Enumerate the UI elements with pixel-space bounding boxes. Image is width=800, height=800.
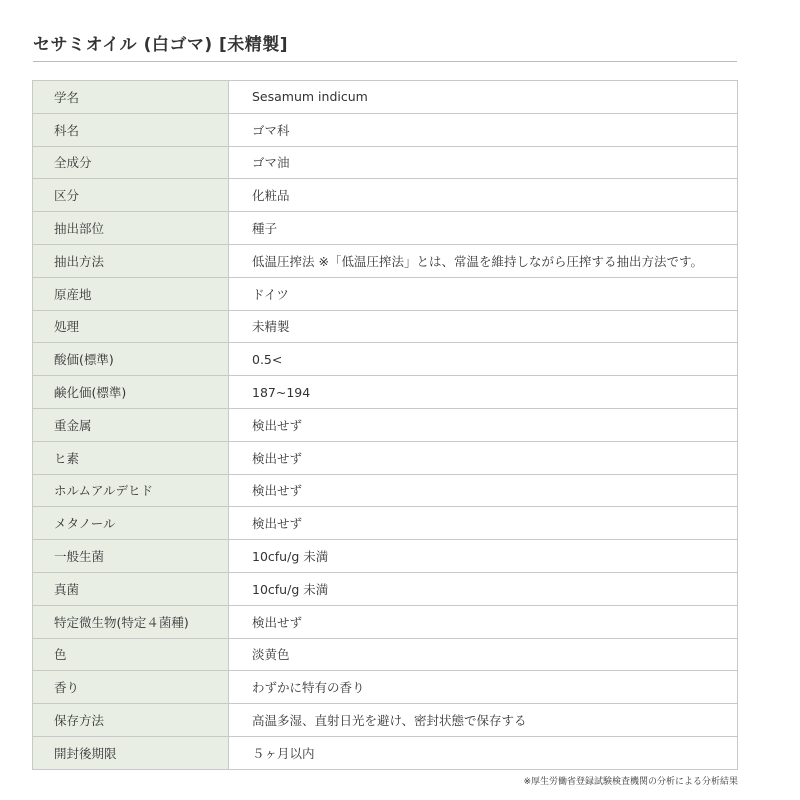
table-row bbox=[33, 638, 738, 671]
table-row bbox=[33, 474, 738, 507]
row-label: 開封後期限 bbox=[33, 736, 229, 769]
row-value: ゴマ科 bbox=[229, 113, 738, 146]
table-row bbox=[33, 671, 738, 704]
page-title: セサミオイル (白ゴマ) [未精製] bbox=[33, 35, 289, 55]
row-value: Sesamum indicum bbox=[229, 81, 738, 114]
row-label: 重金属 bbox=[33, 408, 229, 441]
table-row bbox=[33, 310, 738, 343]
row-value: 10cfu/g 未満 bbox=[229, 540, 738, 573]
table-row bbox=[33, 277, 738, 310]
row-label: 鹸化価(標準) bbox=[33, 376, 229, 409]
row-label: 学名 bbox=[33, 81, 229, 114]
row-value: 低温圧搾法 ※「低温圧搾法」とは、常温を維持しながら圧搾する抽出方法です。 bbox=[229, 244, 738, 277]
row-value: 淡黄色 bbox=[229, 638, 738, 671]
table-row bbox=[33, 179, 738, 212]
row-label: 一般生菌 bbox=[33, 540, 229, 573]
table-row bbox=[33, 572, 738, 605]
table-row bbox=[33, 146, 738, 179]
row-value: 0.5< bbox=[229, 343, 738, 376]
row-label: 抽出方法 bbox=[33, 244, 229, 277]
row-label: 区分 bbox=[33, 179, 229, 212]
table-row bbox=[33, 408, 738, 441]
row-value: 検出せず bbox=[229, 408, 738, 441]
table-row bbox=[33, 376, 738, 409]
row-value: 高温多湿、直射日光を避け、密封状態で保存する bbox=[229, 704, 738, 737]
table-row bbox=[33, 244, 738, 277]
row-value: 検出せず bbox=[229, 441, 738, 474]
row-label: 科名 bbox=[33, 113, 229, 146]
row-value: 187~194 bbox=[229, 376, 738, 409]
row-value: 検出せず bbox=[229, 507, 738, 540]
row-label: 特定微生物(特定４菌種) bbox=[33, 605, 229, 638]
row-value: 種子 bbox=[229, 212, 738, 245]
footnote: ※厚生労働省登録試験検査機関の分析による分析結果 bbox=[523, 777, 738, 787]
row-value: 検出せず bbox=[229, 605, 738, 638]
title-divider bbox=[33, 61, 737, 62]
table-row bbox=[33, 704, 738, 737]
row-label: 色 bbox=[33, 638, 229, 671]
row-value: 化粧品 bbox=[229, 179, 738, 212]
row-label: 抽出部位 bbox=[33, 212, 229, 245]
row-value: ドイツ bbox=[229, 277, 738, 310]
table-row bbox=[33, 605, 738, 638]
row-value: ゴマ油 bbox=[229, 146, 738, 179]
row-label: ホルムアルデヒド bbox=[33, 474, 229, 507]
row-value: ５ヶ月以内 bbox=[229, 736, 738, 769]
row-label: メタノール bbox=[33, 507, 229, 540]
table-row bbox=[33, 507, 738, 540]
table-row bbox=[33, 441, 738, 474]
table-row bbox=[33, 736, 738, 769]
table-row bbox=[33, 212, 738, 245]
row-label: 酸価(標準) bbox=[33, 343, 229, 376]
row-value: 検出せず bbox=[229, 474, 738, 507]
row-label: 原産地 bbox=[33, 277, 229, 310]
spec-table bbox=[32, 80, 738, 770]
row-value: 未精製 bbox=[229, 310, 738, 343]
spec-table-body bbox=[33, 81, 738, 770]
table-row bbox=[33, 81, 738, 114]
table-row bbox=[33, 113, 738, 146]
row-value: 10cfu/g 未満 bbox=[229, 572, 738, 605]
row-label: 香り bbox=[33, 671, 229, 704]
table-row bbox=[33, 343, 738, 376]
row-value: わずかに特有の香り bbox=[229, 671, 738, 704]
row-label: ヒ素 bbox=[33, 441, 229, 474]
row-label: 処理 bbox=[33, 310, 229, 343]
row-label: 真菌 bbox=[33, 572, 229, 605]
table-row bbox=[33, 540, 738, 573]
row-label: 保存方法 bbox=[33, 704, 229, 737]
row-label: 全成分 bbox=[33, 146, 229, 179]
